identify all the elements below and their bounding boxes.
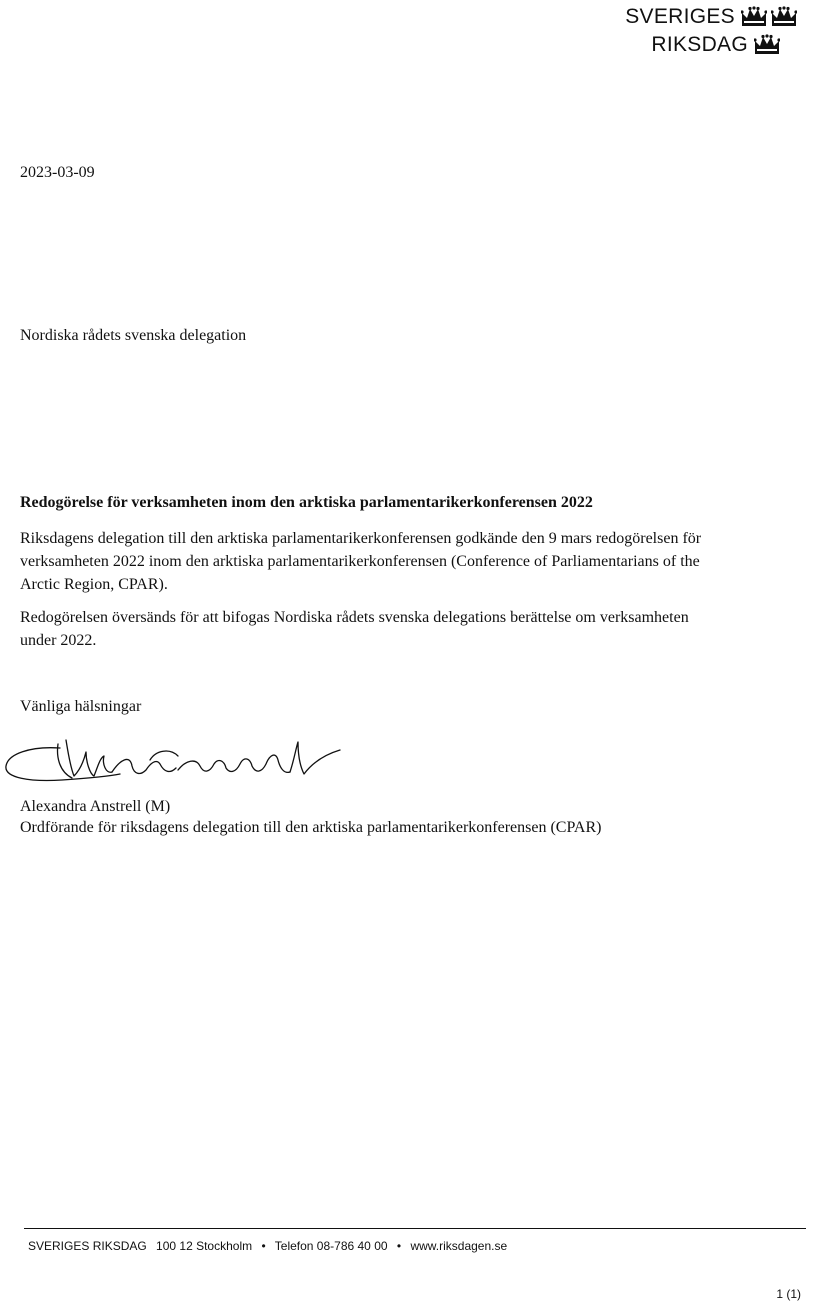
- footer-phone: Telefon 08-786 40 00: [274, 1239, 388, 1253]
- crown-icon: [771, 6, 797, 28]
- handwritten-signature: [0, 730, 350, 794]
- page-number: 1 (1): [776, 1287, 801, 1301]
- logo-text-riksdag: RIKSDAG: [651, 33, 748, 56]
- signer-block: [20, 796, 601, 838]
- logo-line-2: [651, 32, 797, 58]
- crown-icon: [741, 6, 767, 28]
- letter-date: 2023-03-09: [20, 164, 95, 181]
- letter-subject: Redogörelse för verksamheten inom den arktiska parlamentarikerkonferensen 2022: [20, 494, 593, 511]
- footer-org: SVERIGES RIKSDAG: [28, 1239, 147, 1253]
- footer-address: 100 12 Stockholm: [156, 1239, 253, 1253]
- riksdag-logo: [597, 2, 797, 58]
- signer-title: Ordförande för riksdagens delegation till den arktiska parlamentarikerkonferensen (CPAR): [20, 819, 602, 836]
- footer-divider: [24, 1228, 806, 1229]
- crown-icon: [754, 34, 780, 56]
- footer-separator: •: [261, 1239, 266, 1253]
- recipient: Nordiska rådets svenska delegation: [20, 327, 247, 344]
- footer-separator: •: [396, 1239, 402, 1253]
- footer: [28, 1239, 507, 1253]
- letter-body: [20, 527, 720, 662]
- body-paragraph: Redogörelsen översänds för att bifogas Nordiska rådets svenska delegations berättelse om verksamheten under 2022.: [20, 609, 689, 649]
- signer-name: Alexandra Anstrell (M): [20, 798, 171, 815]
- closing-greeting: Vänliga hälsningar: [20, 698, 142, 715]
- footer-web: www.riksdagen.se: [410, 1239, 508, 1253]
- body-paragraph: Riksdagens delegation till den arktiska parlamentarikerkonferensen godkände den 9 mars redogörelsen för verksamheten 2022 inom den arktiska parlamentarikerkonferensen (Conference of Parliamentarians of the Arctic Region, CPAR).: [20, 530, 702, 593]
- logo-line-1: [625, 4, 797, 30]
- logo-text-sveriges: SVERIGES: [625, 5, 735, 28]
